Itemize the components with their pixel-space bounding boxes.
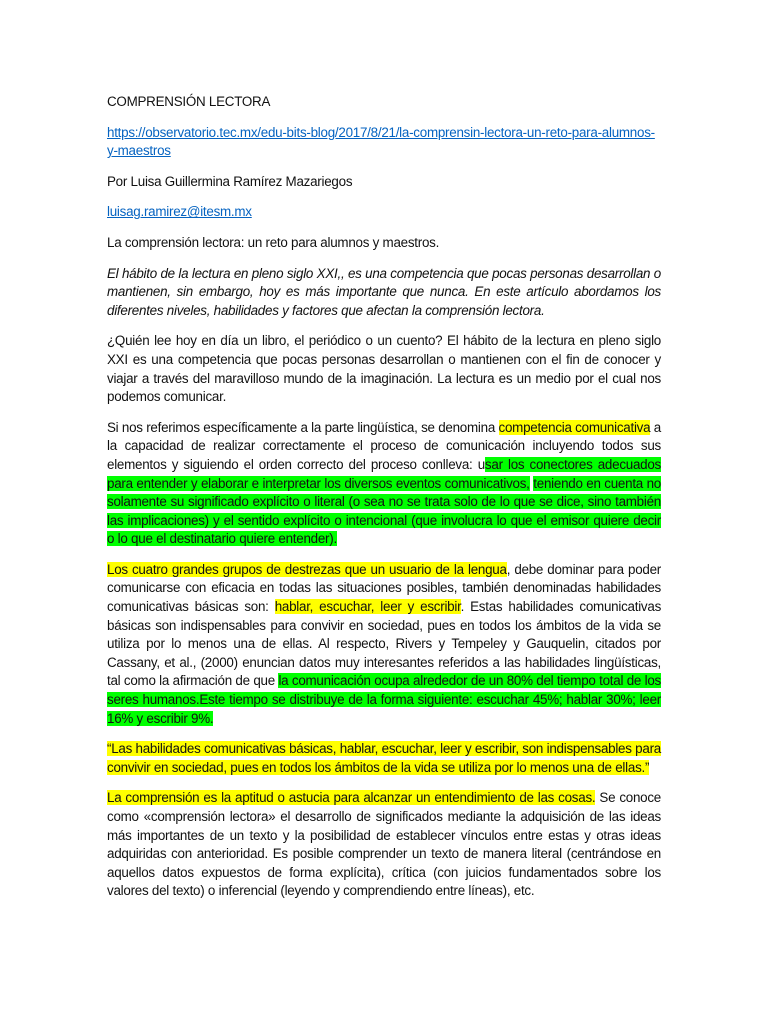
- p2-highlight-green-1: sar los conectores adecuados para entender y elaborar e interpretar los diversos eventos comunicativos,: [107, 456, 662, 491]
- quote-highlight-yellow: “Las habilidades comunicativas básicas, hablar, escuchar, leer y escribir, son indispensables para convivir en sociedad, pues en todos los ámbitos de la vida se utiliza por lo menos una de ellas.”: [107, 741, 661, 775]
- paragraph-4-quote: [107, 740, 661, 777]
- p3-text-b: , debe dominar para poder comunicarse con eficacia en todas las situaciones posibles, también denominadas habilidades comunicativas básicas son:: [107, 561, 661, 615]
- p2-text-b: a la capacidad de realizar correctamente el proceso de comunicación incluyendo todos sus elementos y siguiendo el orden correcto del proceso conlleva: u: [107, 419, 662, 472]
- doc-title: COMPRENSIÓN LECTORA: [107, 94, 271, 109]
- author-line: Por Luisa Guillermina Ramírez Mazariegos: [107, 173, 353, 189]
- p2-highlight-green-2: teniendo en cuenta no solamente su significado explícito o literal (o sea no se trata solo de lo que se dice, sino también las implicaciones) y el sentido explícito o intencional (que involucra lo que el emisor quiere decir o lo que el destinatario quiere entender).: [107, 475, 661, 547]
- article-intro: El hábito de la lectura en pleno siglo XXI,, es una competencia que pocas personas desarrollan o mantienen, sin embargo, hoy es más importante que nunca. En este artículo abordamos los diferentes niveles, habilidades y factores que afectan la comprensión lectora.: [107, 265, 661, 318]
- p2-text-a: Si nos referimos específicamente a la parte lingüística, se denomina: [107, 419, 499, 435]
- paragraph-2: [107, 419, 661, 549]
- email-paragraph: [107, 203, 661, 222]
- paragraph-1: ¿Quién lee hoy en día un libro, el periódico o un cuento? El hábito de la lectura en pleno siglo XXI es una competencia que pocas personas desarrollan o mantienen con el fin de conocer y viajar a través del maravilloso mundo de la imaginación. La lectura es un medio por el cual nos podemos comunicar.: [107, 333, 661, 405]
- author-email-link[interactable]: luisag.ramirez@itesm.mx: [107, 204, 252, 220]
- paragraph-5: [107, 789, 661, 901]
- p5-highlight-yellow: La comprensión es la aptitud o astucia para alcanzar un entendimiento de las cosas.: [107, 790, 596, 806]
- p5-text-a: Se conoce como «comprensión lectora» el desarrollo de significados mediante la adquisición de las ideas más importantes de un texto y la posibilidad de establecer vínculos entre estas y otras ideas adquiridas con anterioridad. Es posible comprender un texto de manera literal (centrándose en aquellos datos expuestos de forma explícita), crítica (con juicios fundamentados sobre los valores del texto) o inferencial (leyendo y comprendiendo entre líneas), etc.: [107, 790, 661, 899]
- p3-text-c: . Estas habilidades comunicativas básicas son indispensables para convivir en sociedad, pues en todos los ámbitos de la vida se utiliza por lo menos una de ellas. Al respecto, Rivers y Tempeley y Gauquelin, citados por Cassany, et al., (2000) enuncian datos muy interesantes referidos a las habilidades lingüísticas, tal como la afirmación de que: [107, 599, 662, 689]
- source-url-link[interactable]: https://observatorio.tec.mx/edu-bits-blog/2017/8/21/la-comprensin-lectora-un-reto-para-alumnos-y-maestros: [107, 124, 655, 159]
- paragraph-3: [107, 561, 661, 728]
- p3-highlight-yellow-2: hablar, escuchar, leer y escribir: [274, 599, 461, 615]
- p3-highlight-green: la comunicación ocupa alrededor de un 80% del tiempo total de los seres humanos.Este tiempo se distribuye de la forma siguiente: escuchar 45%; hablar 30%; leer 16% y escribir 9%.: [107, 673, 661, 726]
- p2-highlight-yellow: competencia comunicativa: [498, 419, 651, 435]
- p3-highlight-yellow-1: Los cuatro grandes grupos de destrezas que un usuario de la lengua: [107, 561, 507, 577]
- source-link-paragraph: [107, 124, 661, 161]
- document-body: [107, 93, 661, 901]
- article-subtitle: La comprensión lectora: un reto para alumnos y maestros.: [107, 234, 440, 250]
